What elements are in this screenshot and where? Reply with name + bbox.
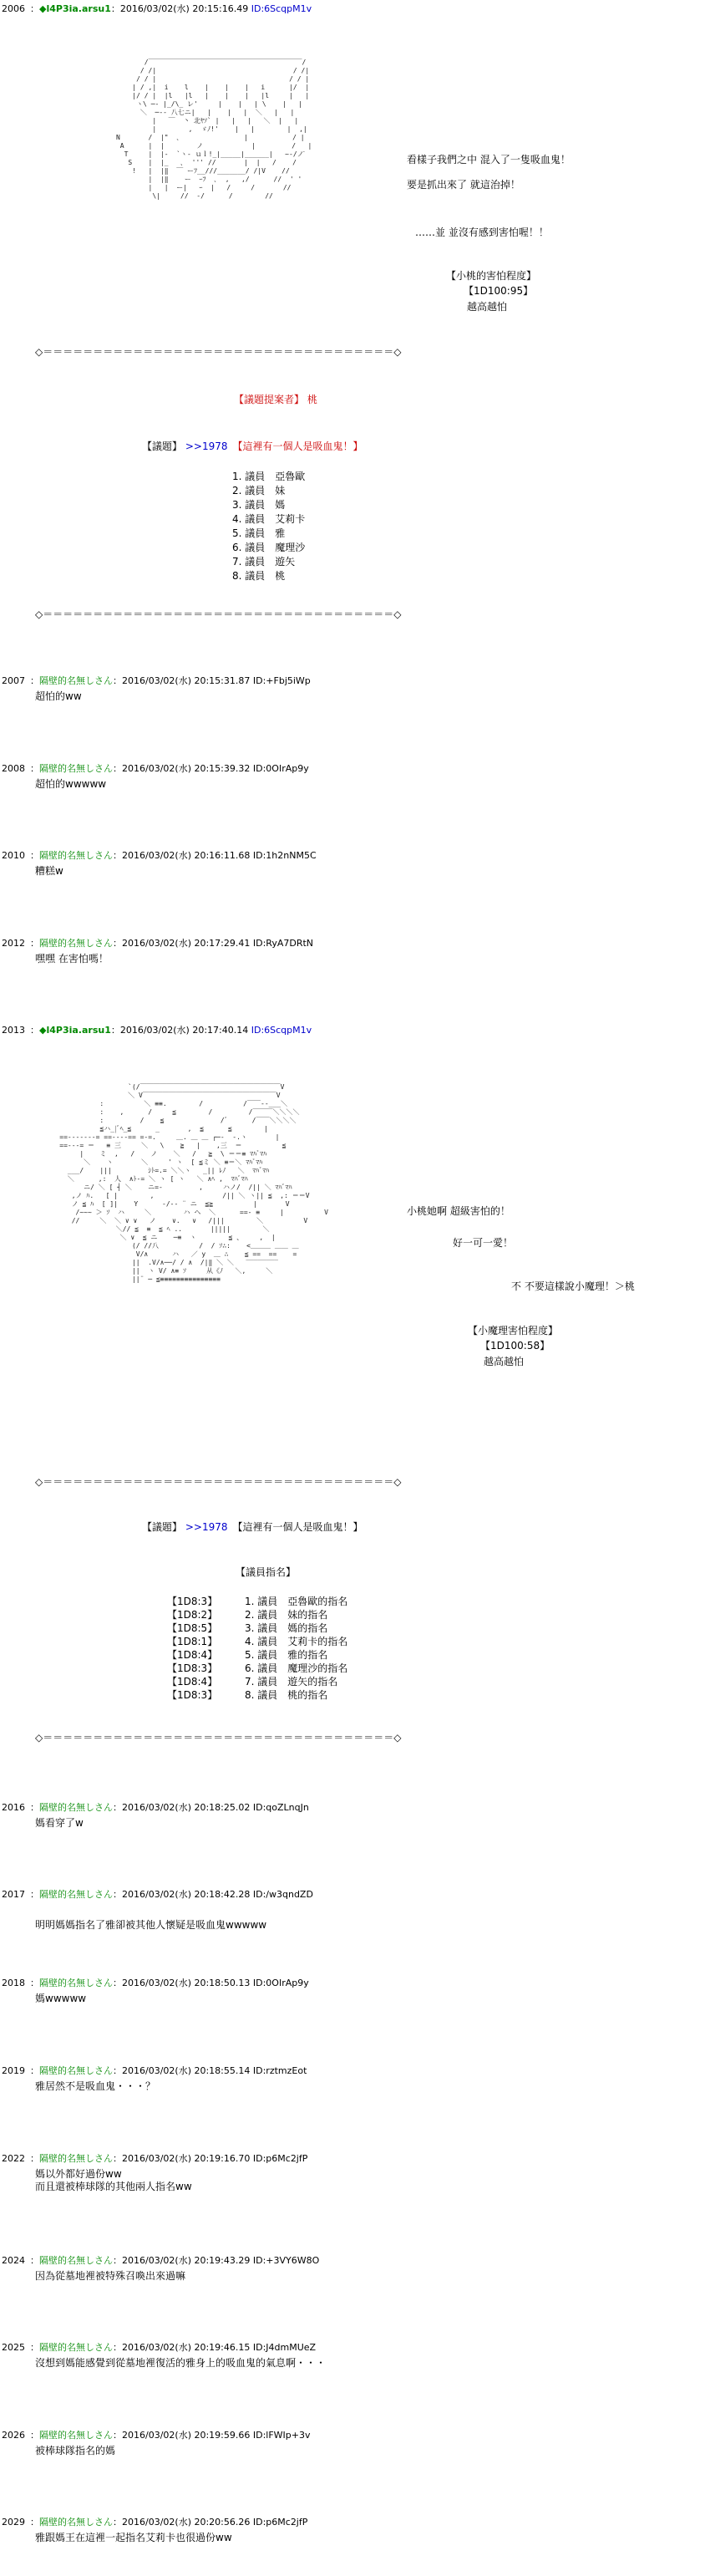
post-date: ：2016/03/02(水) 20:18:25.02 ID:qoZLnqJn: [113, 1802, 309, 1813]
post-header: 2007 ：隔壁的名無しさん：2016/03/02(水) 20:15:31.87 ID:+Fbj5iWp: [2, 675, 311, 686]
post-header: 2008 ：隔壁的名無しさん：2016/03/02(水) 20:15:39.32 ID:0OIrAp9y: [2, 763, 309, 774]
fear-roll: 【1D100:58】: [480, 1340, 550, 1352]
post-header: 2029 ：隔壁的名無しさん：2016/03/02(水) 20:20:56.26 ID:p6Mc2jfP: [2, 2517, 308, 2528]
post-number[interactable]: 2024: [2, 2255, 25, 2266]
fear-roll: 【1D100:95】: [464, 285, 534, 297]
nomination-item: 1. 議員 亞魯歐的指名: [245, 1596, 348, 1607]
post-header: 2026 ：隔壁的名無しさん：2016/03/02(水) 20:19:59.66 ID:lFWIp+3v: [2, 2430, 311, 2441]
poster-name: 隔壁的名無しさん: [39, 850, 113, 861]
nomination-item: 3. 議員 媽的指名: [245, 1622, 328, 1634]
post-header: 2017 ：隔壁的名無しさん：2016/03/02(水) 20:18:42.28 ID:/w3qndZD: [2, 1889, 313, 1900]
roll-item: 【1D8:1】: [167, 1636, 218, 1647]
nomination-item: 2. 議員 妹的指名: [245, 1609, 328, 1621]
post-date: ：2016/03/02(水) 20:19:59.66 ID:lFWIp+3v: [113, 2430, 311, 2441]
ascii-art-marisa: `(/￣￣￣￣￣￣￣￣￣￣￣￣￣￣￣￣￣￣￣￣￣V ＼ V￣￣￣￣￣￣￣￣￣￣￣￣￣￣￣￣￣￣￣￣V : ＼ ≡≡. / /￣￣--___＼ : , / ≦ / /￣￣￣＼＼＼＼ : / ≦ /ﾞ /￣￣＼＼＼＼ ≦ハ_|ﾞﾍ_≦ _ , ≦ ≦ | ==-------= ==----== =-=. ＿. ＿ ＿ ┌─- -.ヽ | ==---= ＝ ≡ 三 ＼ \ ≧ | ,三 ＝ ≦ | ミ , / ノ ＼ / ≧ \ ＝＝≡ ﾏﾊﾞﾏﾊ ＼ ヽ ＼ ' ヽ [ ≦ミ ＼ ≡＝＼ ﾏﾊﾞﾏﾊ ___/ ||| ｼﾄ=.= ＼＼ヽ _|| ﾚﾉ ＼ ﾏﾊﾞﾏﾊ ＼ ,: 人 ∧ﾄ-= ＼ ヽ [ ヽ ＼ ∧ﾍ , ﾏﾊﾞﾏﾊ ニ/ ＼ [ ┤ ＼ ニ=- , ハノ/ /|| ＼ ﾏﾊﾞﾏﾊ ,ノ ﾊ. [ | , /|| ＼ ヽ|| ≦ ,: ＝＝V ノ ≦ ﾊ [ ]| Y -/-- ¨ ニ ≦≧ | V /~~~ ＞ ｿ ハ ＼ ハ ヘ ＼ ==- ≡ | V // ＼ ＼ ∨ ∨ ノ ∨. ∨ /||| ＼ V ＼// ≦ ≡ ≦ ﾍ .. ||||| ＼ ＼ ∨ ≦ ニ ─≡ ヽ ≦ 、 , | (/ //八 / / ｿ∴: <＿＿＿ ＿＿ ＿ V/∧ ハ ／ y ＿ ∴ ≦ == == = || .V/∧──/ / ∧ /|‖ ＼ ＼ ‾‾‾‾‾‾‾‾ || ヽ V/ ∧≡ ｿ 从《ﾉ ＼, ＼ ||¨ ─ ≦≡≡≡≡≡≡≡≡≡≡≡≡≡≡≡: [59, 1083, 328, 1283]
post-header: 2016 ：隔壁的名無しさん：2016/03/02(水) 20:18:25.02 ID:qoZLnqJn: [2, 1802, 309, 1813]
poster-name: 隔壁的名無しさん: [39, 2430, 113, 2441]
topic-line: [142, 440, 363, 453]
dialogue-2: 好一可一愛！: [453, 1237, 514, 1249]
post-body: 超怕的ww: [35, 690, 82, 702]
fear-title: 【小桃的害怕程度】: [446, 270, 537, 282]
separator: ◇＝＝＝＝＝＝＝＝＝＝＝＝＝＝＝＝＝＝＝＝＝＝＝＝＝＝＝＝＝＝＝＝＝＝＝◇: [35, 346, 402, 358]
post-number[interactable]: 2008: [2, 763, 25, 774]
poster-name: 隔壁的名無しさん: [39, 2342, 113, 2353]
roll-item: 【1D8:2】: [167, 1609, 218, 1621]
post-number[interactable]: 2025: [2, 2342, 25, 2353]
topic-label: 【議題】: [142, 440, 183, 452]
poster-id[interactable]: ID:6ScqpM1v: [251, 1025, 312, 1036]
post-number[interactable]: 2019: [2, 2065, 25, 2076]
post-date: ：2016/03/02(水) 20:20:56.26 ID:p6Mc2jfP: [113, 2517, 308, 2528]
roll-item: 【1D8:5】: [167, 1622, 218, 1634]
post-date: ：2016/03/02(水) 20:16:11.68 ID:1h2nNM5C: [113, 850, 317, 861]
poster-name: 隔壁的名無しさん: [39, 938, 113, 949]
post-number[interactable]: 2013: [2, 1025, 25, 1036]
post-header: 2013 ：◆l4P3ia.arsu1：2016/03/02(水) 20:17:40.14 ID:6ScqpM1v: [2, 1025, 312, 1036]
post-header: 2019 ：隔壁的名無しさん：2016/03/02(水) 20:18:55.14 ID:rztmzEot: [2, 2065, 307, 2076]
post-header: 2022 ：隔壁的名無しさん：2016/03/02(水) 20:19:16.70 ID:p6Mc2jfP: [2, 2153, 308, 2164]
post-date: ：2016/03/02(水) 20:18:50.13 ID:0OIrAp9y: [113, 1978, 309, 1988]
roll-item: 【1D8:3】: [167, 1662, 218, 1674]
poster-name: 隔壁的名無しさん: [39, 763, 113, 774]
member-item: 6. 議員 魔理沙: [232, 542, 306, 553]
post-number[interactable]: 2017: [2, 1889, 25, 1900]
roll-item: 【1D8:4】: [167, 1649, 218, 1661]
post-header: 2025 ：隔壁的名無しさん：2016/03/02(水) 20:19:46.15 ID:J4dmMUeZ: [2, 2342, 317, 2353]
poster-name: 隔壁的名無しさん: [39, 2153, 113, 2164]
member-item: 3. 議員 媽: [232, 499, 286, 511]
nominate-title: 【議員指名】: [236, 1566, 297, 1578]
post-date: ：2016/03/02(水) 20:19:46.15 ID:J4dmMUeZ: [113, 2342, 317, 2353]
post-number[interactable]: 2016: [2, 1802, 25, 1813]
poster-name: 隔壁的名無しさん: [39, 1889, 113, 1900]
dialogue-3: 不 不要這樣說小魔理！＞桃: [511, 1280, 635, 1292]
post-body: 媽wwwww: [35, 1993, 87, 2004]
topic-link[interactable]: >>1978: [185, 1521, 228, 1533]
poster-name: 隔壁的名無しさん: [39, 675, 113, 686]
dialogue-2: 要是抓出來了 就這治掉！: [407, 179, 520, 191]
member-list: [232, 456, 305, 598]
member-item: 7. 議員 遊矢: [232, 556, 296, 568]
topic-label: 【議題】: [142, 1521, 183, 1533]
proposer: 【議題提案者】 桃: [234, 394, 317, 405]
post-body: 媽以外都好過份ww 而且還被棒球隊的其他兩人指名ww: [35, 2168, 192, 2192]
fear-result: 越高越怕: [484, 1356, 525, 1367]
member-item: 5. 議員 雅: [232, 527, 286, 539]
post-number[interactable]: 2010: [2, 850, 25, 861]
poster-name: 隔壁的名無しさん: [39, 1802, 113, 1813]
post-body: 明明媽媽指名了雅卻被其他人懷疑是吸血鬼wwwww: [35, 1919, 267, 1931]
roll-item: 【1D8:3】: [167, 1689, 218, 1701]
post-body: 因為從墓地裡被特殊召喚出來過嘛: [35, 2270, 186, 2282]
post-number[interactable]: 2022: [2, 2153, 25, 2164]
topic-text: 【這裡有一個人是吸血鬼！】: [237, 1521, 363, 1533]
post-number[interactable]: 2012: [2, 938, 25, 949]
post-number[interactable]: 2026: [2, 2430, 25, 2441]
nomination-item: 8. 議員 桃的指名: [245, 1689, 328, 1701]
post-body: 雅跟媽王在這裡一起指名艾莉卡也很過份ww: [35, 2532, 232, 2543]
nomination-item: 5. 議員 雅的指名: [245, 1649, 328, 1661]
post-number[interactable]: 2006: [2, 3, 25, 14]
member-item: 4. 議員 艾莉卡: [232, 513, 306, 525]
member-item: 1. 議員 亞魯歐: [232, 471, 306, 482]
post-date: ：2016/03/02(水) 20:17:40.14: [110, 1025, 251, 1036]
poster-name: 隔壁的名無しさん: [39, 1978, 113, 1988]
topic-link[interactable]: >>1978: [185, 440, 228, 452]
poster-name: ◆l4P3ia.arsu1: [39, 3, 111, 14]
poster-id[interactable]: ID:6ScqpM1v: [251, 3, 312, 14]
member-item: 2. 議員 妹: [232, 485, 286, 496]
separator: ◇＝＝＝＝＝＝＝＝＝＝＝＝＝＝＝＝＝＝＝＝＝＝＝＝＝＝＝＝＝＝＝＝＝＝＝◇: [35, 1732, 402, 1744]
post-number[interactable]: 2007: [2, 675, 25, 686]
post-date: ：2016/03/02(水) 20:15:31.87 ID:+Fbj5iWp: [113, 675, 311, 686]
post-body: 嘿嘿 在害怕嗎！: [35, 953, 109, 965]
post-date: ：2016/03/02(水) 20:19:43.29 ID:+3VY6W8O: [113, 2255, 320, 2266]
post-date: ：2016/03/02(水) 20:17:29.41 ID:RyA7DRtN: [113, 938, 314, 949]
topic-text: 【這裡有一個人是吸血鬼！】: [237, 440, 363, 452]
nomination-item: 6. 議員 魔理沙的指名: [245, 1662, 348, 1674]
post-body: 媽看穿了w: [35, 1817, 84, 1829]
post-date: ：2016/03/02(水) 20:15:39.32 ID:0OIrAp9y: [113, 763, 309, 774]
post-header: 2024 ：隔壁的名無しさん：2016/03/02(水) 20:19:43.29 ID:+3VY6W8O: [2, 2255, 320, 2266]
post-body: 沒想到媽能感覺到從墓地裡復活的雅身上的吸血鬼的氣息啊・・・: [35, 2357, 327, 2369]
post-header: 2006 ：◆l4P3ia.arsu1：2016/03/02(水) 20:15:16.49 ID:6ScqpM1v: [2, 3, 312, 14]
post-date: ：2016/03/02(水) 20:18:55.14 ID:rztmzEot: [113, 2065, 307, 2076]
nomination-item: 4. 議員 艾莉卡的指名: [245, 1636, 348, 1647]
fear-result: 越高越怕: [467, 301, 508, 313]
fear-title: 【小魔理害怕程度】: [468, 1325, 559, 1336]
nomination-item: 7. 議員 遊矢的指名: [245, 1676, 338, 1688]
post-body: 被棒球隊指名的媽: [35, 2445, 116, 2456]
poster-name: 隔壁的名無しさん: [39, 2255, 113, 2266]
dialogue-1: 小桃她啊 超級害怕的！: [407, 1205, 510, 1217]
roll-item: 【1D8:4】: [167, 1676, 218, 1688]
post-number[interactable]: 2018: [2, 1978, 25, 1988]
roll-list: [167, 1581, 217, 1715]
member-item: 8. 議員 桃: [232, 570, 286, 582]
post-body: 糟糕w: [35, 865, 63, 877]
post-header: 2018 ：隔壁的名無しさん：2016/03/02(水) 20:18:50.13 ID:0OIrAp9y: [2, 1978, 309, 1988]
dialogue-1: 看樣子我們之中 混入了一隻吸血鬼！: [407, 154, 571, 165]
post-date: ：2016/03/02(水) 20:19:16.70 ID:p6Mc2jfP: [113, 2153, 308, 2164]
post-body: 雅居然不是吸血鬼・・・？: [35, 2080, 156, 2092]
post-header: 2012 ：隔壁的名無しさん：2016/03/02(水) 20:17:29.41 ID:RyA7DRtN: [2, 938, 314, 949]
post-date: ：2016/03/02(水) 20:18:42.28 ID:/w3qndZD: [113, 1889, 313, 1900]
post-date: ：2016/03/02(水) 20:15:16.49: [110, 3, 251, 14]
poster-name: ◆l4P3ia.arsu1: [39, 1025, 111, 1036]
dialogue-3: ……並 並沒有感到害怕喔！！: [415, 227, 549, 238]
ascii-art-momo: /￣￣￣￣￣￣￣￣￣￣￣￣￣￣￣￣￣￣￣￣￣￣￣/ / /| / /| / / | / / | | / ,| i l | | | i |/ | |/ / | |l |l | | | |l | | ヽ\ ─- |_/\_ レ' | | | \ | | ＼ ─-- 八七ニ| | | | ＼ | | | ￣ 丶 北ﾔｿ` | | | ＼ | | | , ゞﾉ!' | | | ,| N / |" ､ | / | A | | ノ | / | T | |- `ヽ- ｕｌ!_|_____|______| ~-/ノ̄ S | |_ ､ ''' // | | / / ! | |‖ ￣ ーﾌ__///_______/ /|V // | |‖ ー ｰﾌ ､ , ,/ // ' ' | | ー| ｰ | / / // \| // -/ / //: [115, 59, 312, 200]
nomination-list: [245, 1581, 347, 1715]
separator: ◇＝＝＝＝＝＝＝＝＝＝＝＝＝＝＝＝＝＝＝＝＝＝＝＝＝＝＝＝＝＝＝＝＝＝＝◇: [35, 608, 402, 620]
poster-name: 隔壁的名無しさん: [39, 2065, 113, 2076]
separator: ◇＝＝＝＝＝＝＝＝＝＝＝＝＝＝＝＝＝＝＝＝＝＝＝＝＝＝＝＝＝＝＝＝＝＝＝◇: [35, 1476, 402, 1488]
post-header: 2010 ：隔壁的名無しさん：2016/03/02(水) 20:16:11.68 ID:1h2nNM5C: [2, 850, 317, 861]
post-body: 超怕的wwwww: [35, 778, 107, 790]
poster-name: 隔壁的名無しさん: [39, 2517, 113, 2528]
post-number[interactable]: 2029: [2, 2517, 25, 2528]
topic-line: [142, 1521, 363, 1534]
roll-item: 【1D8:3】: [167, 1596, 218, 1607]
